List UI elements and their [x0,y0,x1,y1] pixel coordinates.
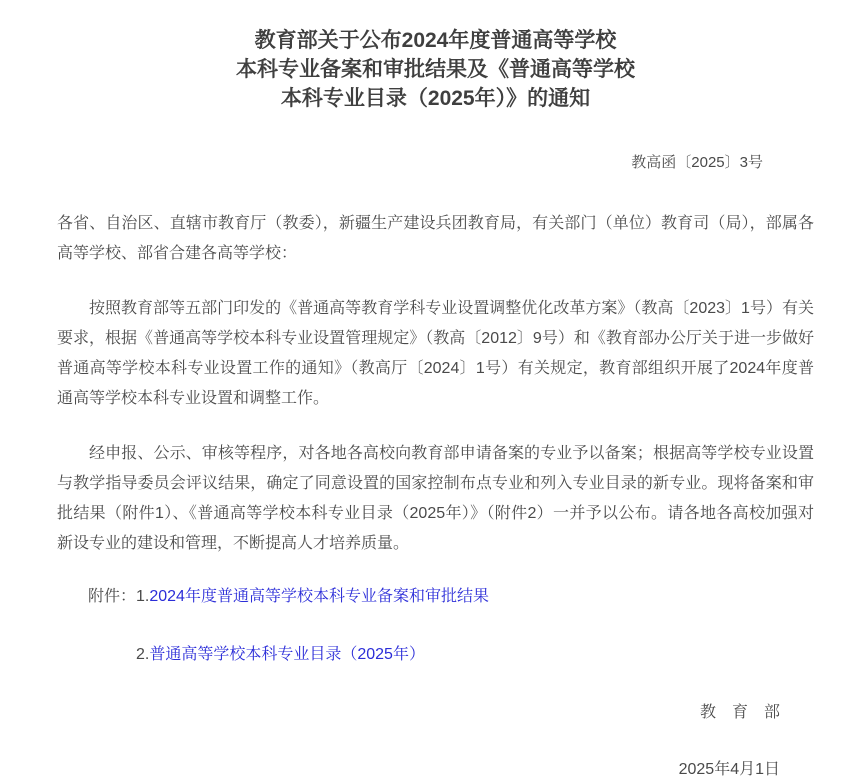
document-title-line-2: 本科专业备案和审批结果及《普通高等学校 [236,58,635,82]
attachment-1-number: 1. [136,588,150,606]
document-title-line-1: 教育部关于公布2024年度普通高等学校 [254,29,617,53]
issuer-signature: 教 育 部 [699,704,780,722]
paragraph-policy-basis: 按照教育部等五部门印发的《普通高等教育学科专业设置调整优化改革方案》（教高〔2023〕1号）有关要求，根据《普通高等学校本科专业设置管理规定》（教高〔2012〕9号）和《教育部办公厅关于进一步做好普通高等学校本科专业设置工作的通知》（教高厅〔2024〕1号）有关规定，教育部组织开展了2024年度普通高等学校本科专业设置和调整工作。 [57,300,814,408]
attachment-2-number: 2. [136,646,150,664]
attachment-row-1 [57,587,814,607]
paragraph-results-announcement: 经申报、公示、审核等程序，对各地各高校向教育部申请备案的专业予以备案；根据高等学校专业设置与教学指导委员会评议结果，确定了同意设置的国家控制布点专业和列入专业目录的新专业。现将备案和审批结果（附件1）、《普通高等学校本科专业目录（2025年）》（附件2）一并予以公布。请各地各高校加强对新设专业的建设和管理，不断提高人才培养质量。 [57,445,814,553]
attachment-row-2 [57,645,814,665]
attachment-2-link[interactable]: 普通高等学校本科专业目录（2025年） [149,646,425,664]
attachment-1-link[interactable]: 2024年度普通高等学校本科专业备案和审批结果 [149,588,489,606]
document-title-line-3: 本科专业目录（2025年）》的通知 [280,87,591,111]
document-number: 教高函〔2025〕3号 [631,154,763,172]
addressees-line: 各省、自治区、直辖市教育厅（教委），新疆生产建设兵团教育局，有关部门（单位）教育司（局），部属各高等学校、部省合建各高等学校： [57,215,814,263]
issue-date: 2025年4月1日 [678,761,780,779]
document-title [57,26,814,113]
attachments-label: 附件： [88,588,137,606]
